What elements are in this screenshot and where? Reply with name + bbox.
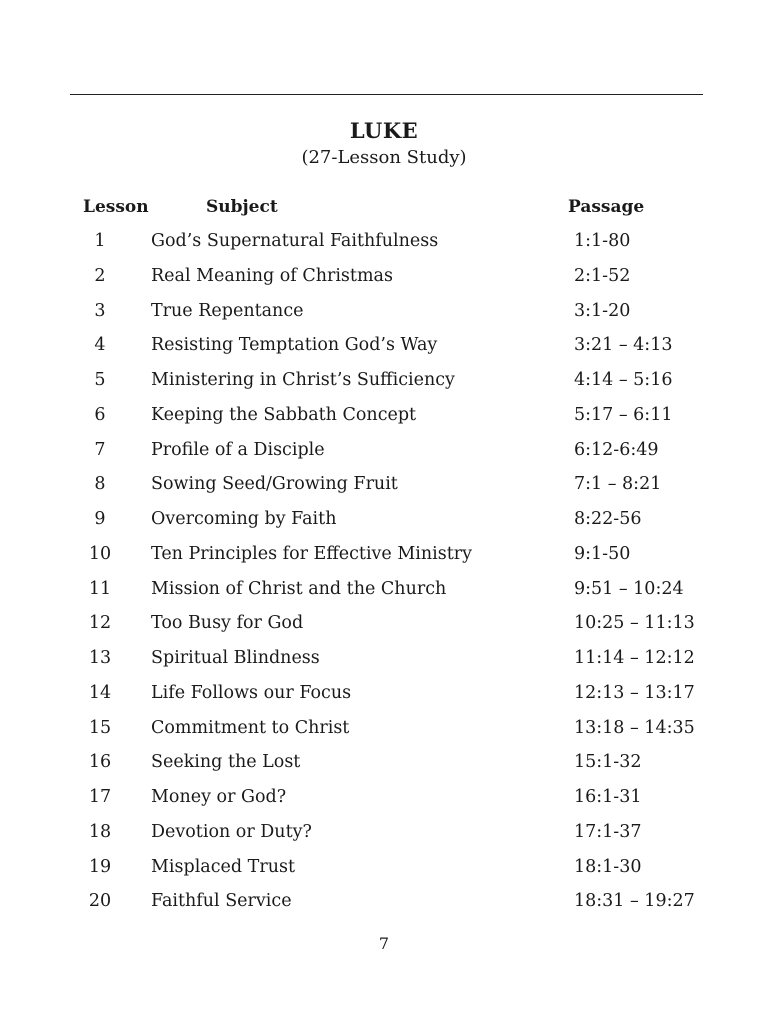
lesson-subject: Spiritual Blindness: [151, 648, 320, 668]
lesson-passage: 18:31 – 19:27: [574, 891, 695, 912]
lesson-subject: Ten Principles for Effective Ministry: [151, 543, 472, 564]
table-row: [0, 224, 768, 259]
lesson-subject: God’s Supernatural Faithfulness: [151, 231, 439, 251]
lesson-number: 13: [88, 648, 112, 668]
lesson-number: 2: [94, 265, 106, 286]
page-subtitle: (27-Lesson Study): [301, 147, 467, 168]
lesson-passage: 9:51 – 10:24: [574, 578, 684, 599]
lesson-subject: Misplaced Trust: [151, 856, 295, 877]
table-row: [0, 363, 768, 398]
column-header-lesson: Lesson: [83, 197, 149, 217]
lesson-number: 20: [88, 891, 112, 912]
lesson-passage: 1:1-80: [574, 231, 631, 251]
lesson-passage: 12:13 – 13:17: [574, 682, 695, 703]
column-header-subject: Subject: [206, 197, 278, 217]
lesson-passage: 16:1-31: [574, 787, 642, 807]
table-row: [0, 780, 768, 815]
lesson-passage: 2:1-52: [574, 265, 631, 286]
lesson-passage: 11:14 – 12:12: [574, 648, 695, 668]
page-title: LUKE: [349, 118, 419, 143]
lesson-subject: Too Busy for God: [151, 613, 304, 634]
lesson-passage: 5:17 – 6:11: [574, 404, 673, 425]
lesson-list: [0, 224, 768, 919]
lesson-number: 10: [88, 543, 112, 564]
lesson-subject: Seeking the Lost: [151, 752, 301, 773]
lesson-subject: True Repentance: [151, 300, 304, 321]
lesson-subject: Life Follows our Focus: [151, 682, 352, 703]
lesson-subject: Profile of a Disciple: [151, 439, 325, 460]
lesson-subject: Faithful Service: [151, 891, 292, 912]
table-row: [0, 467, 768, 502]
lesson-number: 6: [94, 404, 106, 425]
table-row: [0, 711, 768, 746]
lesson-subject: Real Meaning of Christmas: [151, 265, 393, 286]
lesson-passage: 9:1-50: [574, 543, 631, 564]
table-row: [0, 537, 768, 572]
lesson-passage: 4:14 – 5:16: [574, 370, 673, 390]
table-row: [0, 259, 768, 294]
lesson-passage: 6:12-6:49: [574, 439, 659, 460]
lesson-number: 11: [88, 578, 112, 599]
lesson-subject: Overcoming by Faith: [151, 509, 337, 529]
lesson-number: 18: [88, 821, 112, 842]
table-row: [0, 884, 768, 919]
lesson-passage: 13:18 – 14:35: [574, 717, 695, 738]
lesson-subject: Ministering in Christ’s Sufficiency: [151, 370, 455, 390]
lesson-subject: Keeping the Sabbath Concept: [151, 404, 417, 425]
lesson-passage: 10:25 – 11:13: [574, 613, 695, 634]
table-row: [0, 398, 768, 433]
lesson-subject: Money or God?: [151, 787, 287, 807]
lesson-number: 15: [88, 717, 112, 738]
lesson-subject: Resisting Temptation God’s Way: [151, 335, 438, 356]
table-row: [0, 606, 768, 641]
table-row: [0, 572, 768, 607]
lesson-passage: 17:1-37: [574, 821, 642, 842]
column-header-passage: Passage: [568, 197, 645, 217]
lesson-number: 5: [94, 370, 106, 390]
table-row: [0, 745, 768, 780]
table-row: [0, 433, 768, 468]
lesson-subject: Mission of Christ and the Church: [151, 578, 447, 599]
table-row: [0, 815, 768, 850]
table-row: [0, 676, 768, 711]
lesson-passage: 3:21 – 4:13: [574, 335, 673, 356]
lesson-passage: 3:1-20: [574, 300, 631, 321]
lesson-number: 16: [88, 752, 112, 773]
lesson-subject: Commitment to Christ: [151, 717, 350, 738]
lesson-number: 17: [88, 787, 112, 807]
table-row: [0, 294, 768, 329]
top-rule: [70, 94, 703, 95]
page-number: 7: [378, 934, 390, 953]
lesson-passage: 18:1-30: [574, 856, 642, 877]
lesson-passage: 7:1 – 8:21: [574, 474, 662, 495]
lesson-number: 19: [88, 856, 112, 877]
lesson-number: 1: [94, 231, 106, 251]
lesson-number: 3: [94, 300, 106, 321]
lesson-subject: Devotion or Duty?: [151, 821, 312, 842]
lesson-number: 8: [94, 474, 106, 495]
lesson-number: 4: [94, 335, 106, 356]
table-row: [0, 850, 768, 885]
lesson-number: 14: [88, 682, 112, 703]
lesson-number: 7: [94, 439, 106, 460]
lesson-passage: 8:22-56: [574, 509, 642, 529]
lesson-number: 12: [88, 613, 112, 634]
table-row: [0, 328, 768, 363]
lesson-passage: 15:1-32: [574, 752, 642, 773]
table-header: [0, 197, 768, 221]
table-row: [0, 641, 768, 676]
lesson-subject: Sowing Seed/Growing Fruit: [151, 474, 398, 495]
lesson-number: 9: [94, 509, 106, 529]
table-row: [0, 502, 768, 537]
